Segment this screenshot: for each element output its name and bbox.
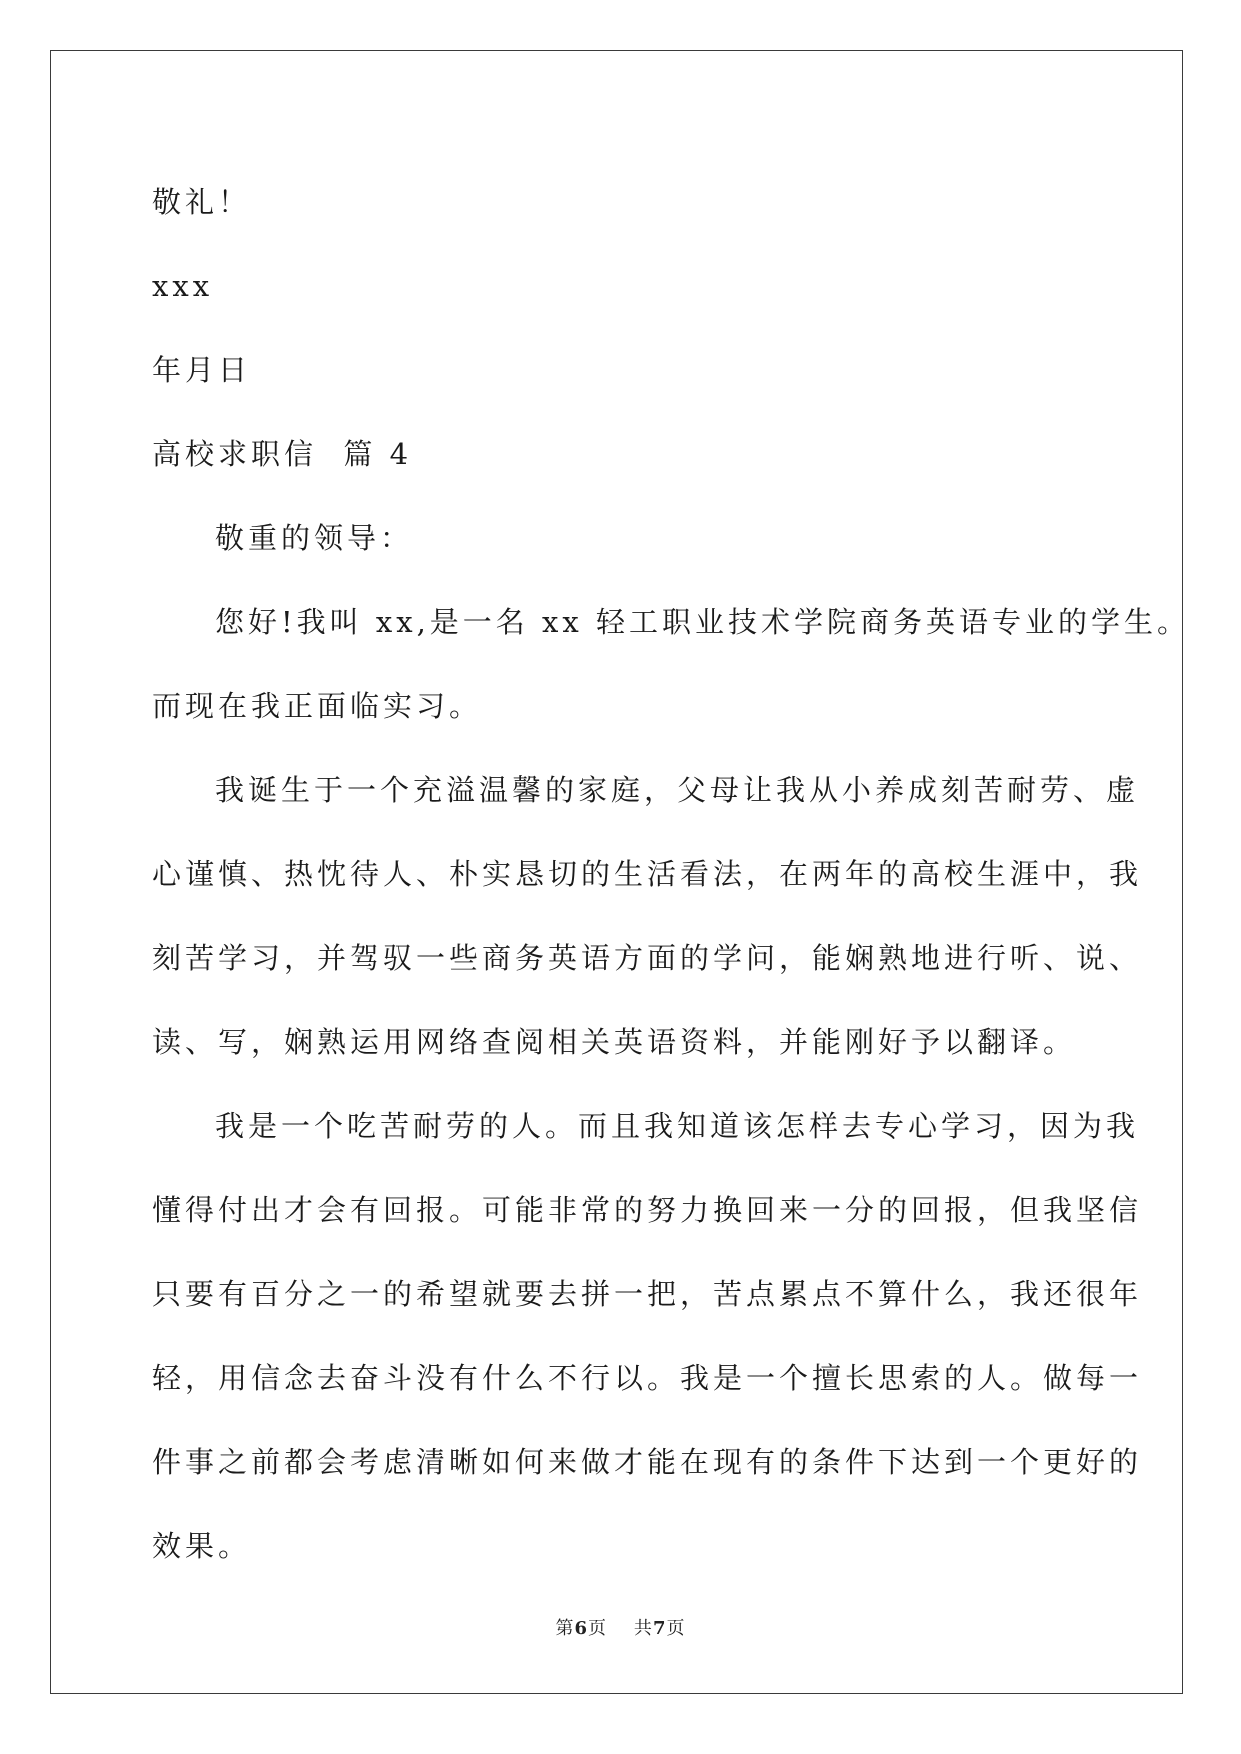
paragraph-line: 效果。 [152, 1529, 252, 1563]
footer-mid: 页 共 [588, 1618, 653, 1639]
closing-line: 敬礼！ [152, 185, 252, 219]
total-page-number: 7 [652, 1618, 667, 1639]
current-page-number: 6 [574, 1618, 589, 1639]
footer-prefix: 第 [555, 1618, 575, 1639]
paragraph-line: 轻，用信念去奋斗没有什么不行以。我是一个擅长思索的人。做每一 [152, 1361, 1143, 1395]
paragraph-1 [152, 580, 1190, 748]
date-line: 年月日 [152, 353, 252, 387]
footer-suffix: 页 [666, 1618, 686, 1639]
paragraph-2 [152, 748, 1143, 1084]
document-body [152, 160, 1190, 1588]
paragraph-line: 只要有百分之一的希望就要去拼一把，苦点累点不算什么，我还很年 [152, 1277, 1143, 1311]
paragraph-line: 刻苦学习，并驾驭一些商务英语方面的学问，能娴熟地进行听、说、 [152, 941, 1143, 975]
paragraph-line: 我诞生于一个充溢温馨的家庭，父母让我从小养成刻苦耐劳、虚 [215, 773, 1140, 807]
signature-line: xxx [152, 269, 214, 303]
paragraph-line: 件事之前都会考虑清晰如何来做才能在现有的条件下达到一个更好的 [152, 1445, 1143, 1479]
page-footer [0, 1614, 1241, 1640]
paragraph-line: 懂得付出才会有回报。可能非常的努力换回来一分的回报，但我坚信 [152, 1193, 1143, 1227]
paragraph-line: 而现在我正面临实习。 [152, 689, 483, 723]
paragraph-line: 读、写，娴熟运用网络查阅相关英语资料，并能刚好予以翻译。 [152, 1025, 1077, 1059]
salutation: 敬重的领导： [215, 521, 414, 555]
section-title: 高校求职信 篇 4 [152, 437, 413, 471]
paragraph-line: 您好!我叫 xx,是一名 xx 轻工职业技术学院商务英语专业的学生。 [215, 605, 1190, 639]
paragraph-3 [152, 1084, 1143, 1588]
paragraph-line: 心谨慎、热忱待人、朴实恳切的生活看法，在两年的高校生涯中，我 [152, 857, 1143, 891]
paragraph-line: 我是一个吃苦耐劳的人。而且我知道该怎样去专心学习，因为我 [215, 1109, 1140, 1143]
